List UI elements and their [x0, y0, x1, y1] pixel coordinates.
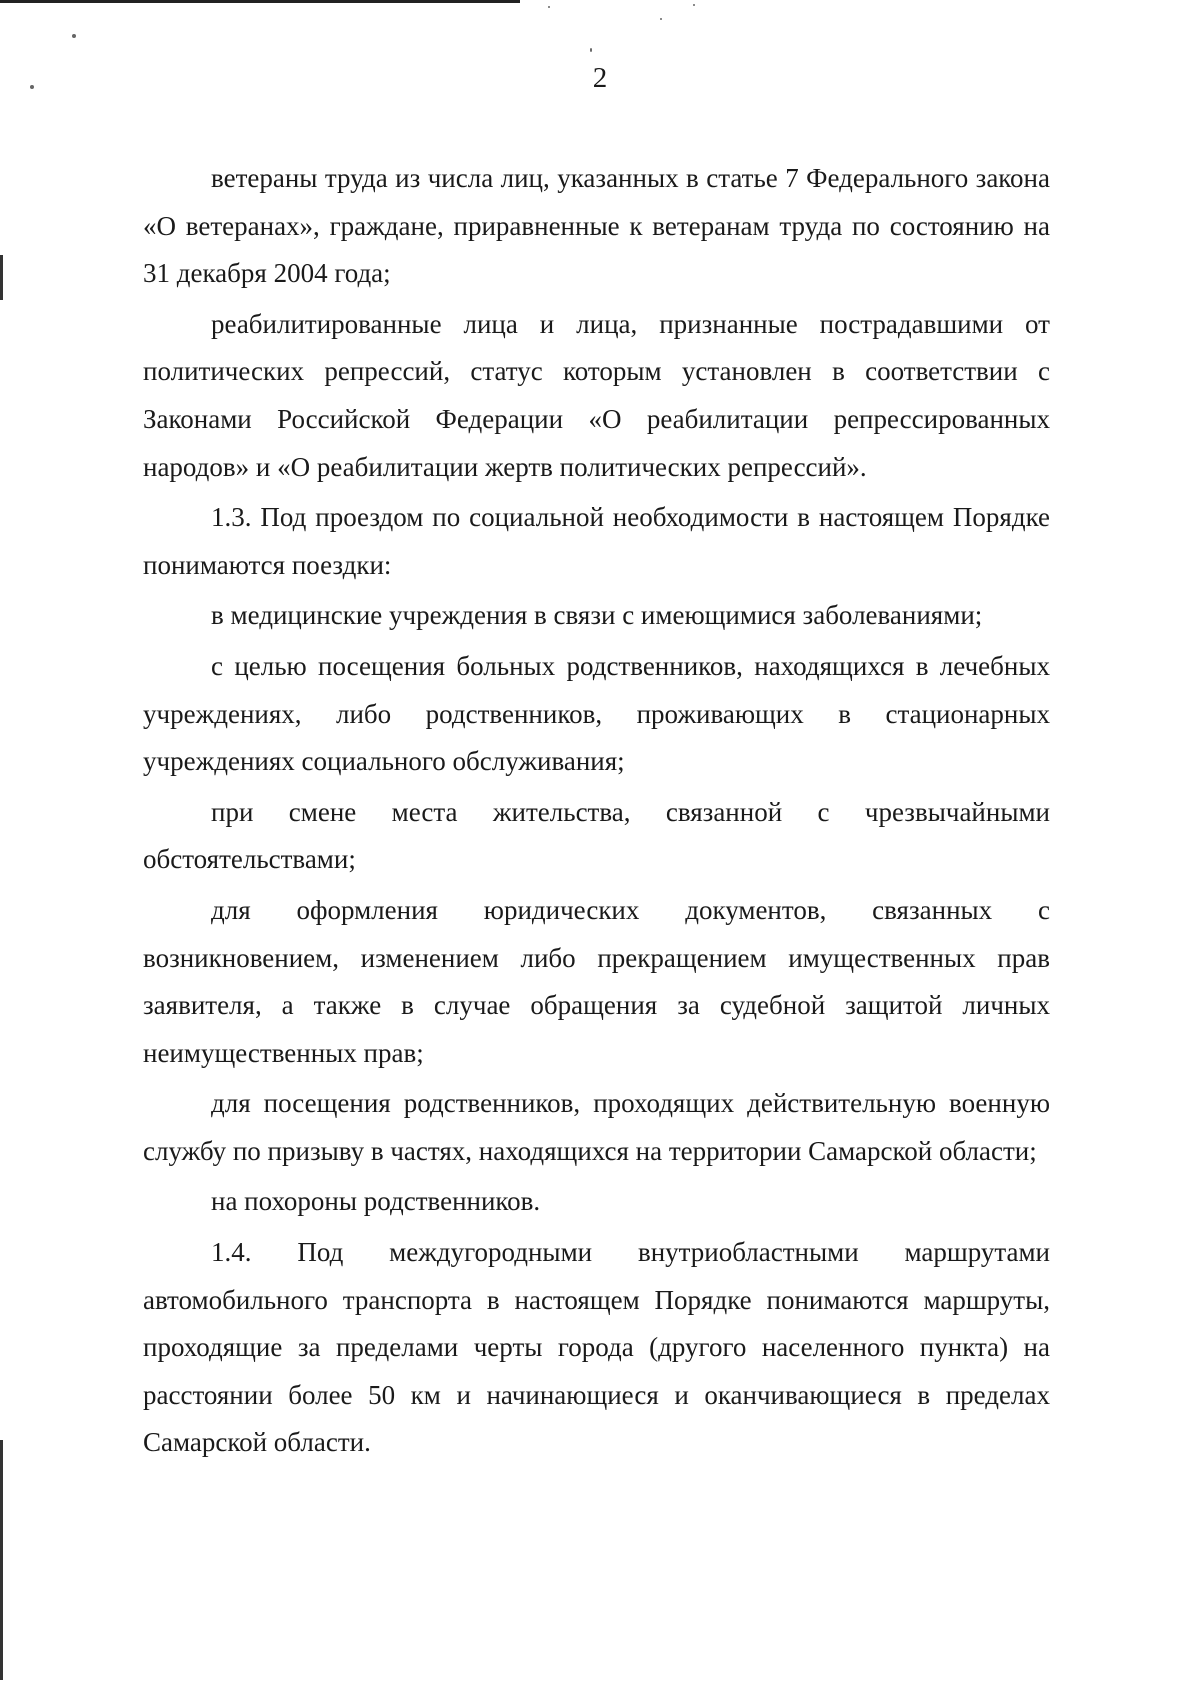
- scan-speck: [660, 18, 662, 20]
- page-number: 2: [592, 62, 608, 94]
- paragraph: в медицинские учреждения в связи с имеющимися заболеваниями;: [211, 600, 983, 631]
- scan-speck: [693, 4, 695, 6]
- paragraph: 1.3. Под проездом по социальной необходимости в настоящем Порядке понимаются поездки:: [143, 502, 1050, 580]
- scan-edge-top: [0, 0, 520, 3]
- scan-edge-left: [0, 1440, 3, 1680]
- scan-speck: [590, 48, 592, 52]
- document-body: [143, 155, 1050, 1467]
- scan-speck: [72, 34, 76, 38]
- scan-speck: [548, 6, 550, 8]
- paragraph: ветераны труда из числа лиц, указанных в статье 7 Федерального закона «О ветеранах», граждане, приравненные к ветеранам труда по состоянию на 31 декабря 2004 года;: [143, 163, 1050, 289]
- paragraph: для оформления юридических документов, связанных с возникновением, изменением либо прекращением имущественных прав заявителя, а также в случае обращения за судебной защитой личных неимущественных прав;: [143, 894, 1050, 1068]
- scan-edge-left: [0, 255, 3, 300]
- paragraph: 1.4. Под междугородными внутриобластными маршрутами автомобильного транспорта в настоящем Порядке понимаются маршруты, проходящие за пределами черты города (другого населенного пункта) на расстоянии более 50 км и начинающиеся и оканчивающиеся в пределах Самарской области.: [143, 1237, 1050, 1458]
- paragraph: для посещения родственников, проходящих действительную военную службу по призыву в частях, находящихся на территории Самарской области;: [143, 1088, 1050, 1166]
- paragraph: при смене места жительства, связанной с чрезвычайными обстоятельствами;: [143, 796, 1050, 875]
- paragraph: на похороны родственников.: [211, 1186, 541, 1217]
- paragraph: реабилитированные лица и лица, признанные пострадавшими от политических репрессий, статус которым установлен в соответствии с Законами Российской Федерации «О реабилитации репрессированных народов» и «О реабилитации жертв политических репрессий».: [143, 308, 1050, 482]
- paragraph: с целью посещения больных родственников, находящихся в лечебных учреждениях, либо родственников, проживающих в стационарных учреждениях социального обслуживания;: [143, 650, 1050, 777]
